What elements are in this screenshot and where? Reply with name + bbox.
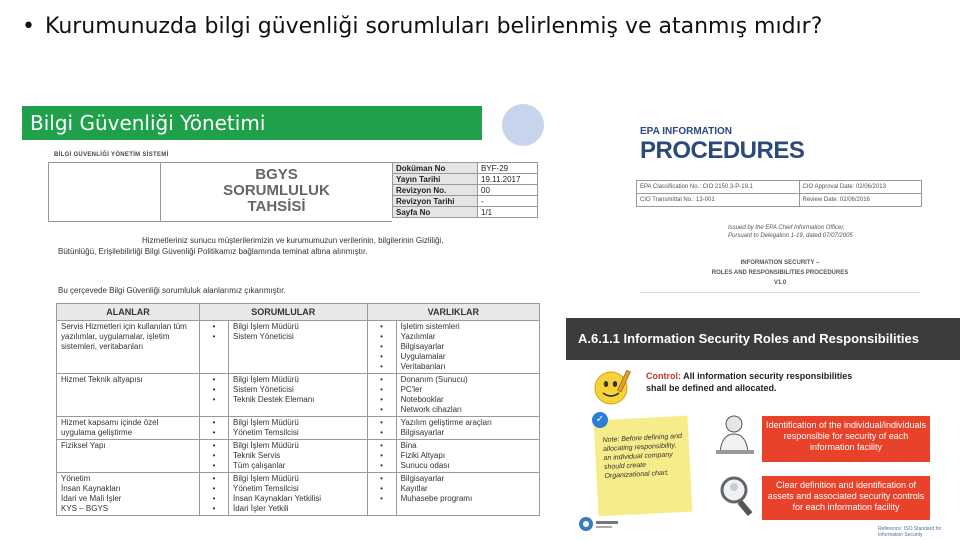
- asset-item: Uygulamalar: [400, 352, 446, 361]
- owner-item: Teknik Destek Elemanı: [233, 395, 315, 404]
- asset-bullets: • • •: [367, 473, 396, 516]
- meta-row: [393, 174, 538, 185]
- owner-bullets: • • • •: [200, 473, 229, 516]
- doc-meta-table: [392, 162, 538, 218]
- col-header-areas: ALANLAR: [57, 304, 200, 321]
- epa-issued-text: Issued by the EPA Chief Information Officer, Pursuant to Delegation 1-19, dated 07/07/2005: [728, 225, 853, 239]
- epa-meta-cell: Review Date: 02/06/2016: [799, 194, 921, 207]
- asset-item: Bilgisayarlar: [400, 474, 445, 483]
- asset-item: Kayıtlar: [400, 484, 428, 493]
- owner-item: Yönetim Temsilcisi: [233, 428, 299, 437]
- section-banner: Bilgi Güvenliği Yönetimi: [22, 106, 482, 140]
- owner-bullets: • •: [200, 321, 229, 374]
- owner-item: Yönetim Temsilcisi: [233, 484, 299, 493]
- area-cell: Yönetim İnsan Kaynakları İdari ve Mali İşler KYS – BGYS: [57, 473, 200, 516]
- col-header-owners: SORUMLULAR: [200, 304, 368, 321]
- asset-item: İşletim sistemleri: [400, 322, 460, 331]
- owner-cell: [229, 321, 368, 374]
- asset-bullets: • • • • •: [367, 321, 396, 374]
- owner-item: Teknik Servis: [233, 451, 281, 460]
- para1-line1: Hizmetleriniz sunucu müşterilerimizin ve kurumumuzun verilerinin, bilgilerinin Gizliliği,: [142, 236, 444, 245]
- asset-item: Veritabanları: [400, 362, 446, 371]
- asset-item: PC'ler: [400, 385, 423, 394]
- asset-cell: [396, 473, 539, 516]
- owner-bullets: • • •: [200, 440, 229, 473]
- table-header-row: [57, 304, 540, 321]
- doc-system-name: BİLGİ GÜVENLİĞİ YÖNETİM SİSTEMİ: [54, 152, 169, 158]
- asset-item: Muhasebe programı: [400, 494, 473, 503]
- owner-item: Sistem Yöneticisi: [233, 332, 294, 341]
- area-cell: Hizmet Teknik altyapısı: [57, 374, 200, 417]
- meta-row: [393, 185, 538, 196]
- meta-key: Revizyon No.: [393, 185, 478, 196]
- slide-title: [22, 14, 822, 39]
- doc-paragraph-1: [58, 235, 542, 257]
- epa-logo-line2: PROCEDURES: [640, 137, 805, 164]
- meta-value: 00: [478, 185, 538, 196]
- owner-item: Sistem Yöneticisi: [233, 385, 294, 394]
- table-body: [57, 321, 540, 516]
- epa-doc-title: [700, 258, 860, 288]
- decorative-circle: [502, 104, 544, 146]
- meta-value: 19.11.2017: [478, 174, 538, 185]
- asset-item: Donanım (Sunucu): [400, 375, 468, 384]
- epa-doc-title-line1: INFORMATION SECURITY –: [740, 260, 820, 266]
- doc-paragraph-2: Bu çerçevede Bilgi Güvenliği sorumluluk alanlarımız çıkarımıştır.: [58, 286, 286, 295]
- iso-control-text: [646, 370, 852, 394]
- area-cell: Fiziksel Yapı: [57, 440, 200, 473]
- doc-title-line: BGYS: [255, 166, 298, 183]
- asset-item: Fiziki Altyapı: [400, 451, 446, 460]
- epa-meta-cell: EPA Classification No.: CIO 2150.3-P-19.1: [637, 181, 800, 194]
- doc-title-block: [160, 162, 392, 222]
- table-row: [57, 374, 540, 417]
- epa-meta-row: [637, 181, 922, 194]
- footer-reference-link[interactable]: Reference: ISO Standard for Information Security: [878, 526, 942, 538]
- para1-line2: Bütünlüğü, Erişilebilirliği Bilgi Güvenliği Politikamız bağlamında teminat altına alınmıştır.: [58, 247, 368, 256]
- epa-meta-cell: CIO Transmittal No.: 13-001: [637, 194, 800, 207]
- owner-cell: [229, 374, 368, 417]
- responsibility-table: [56, 303, 540, 516]
- asset-cell: [396, 440, 539, 473]
- note-card: [594, 416, 693, 517]
- meta-row: [393, 207, 538, 218]
- epa-meta-table: [636, 180, 922, 207]
- doc-title-line: SORUMLULUK: [223, 182, 330, 199]
- owner-cell: [229, 440, 368, 473]
- asset-item: Bilgisayarlar: [400, 342, 445, 351]
- control-text-line2: shall be defined and allocated.: [646, 383, 777, 393]
- owner-bullets: • • •: [200, 374, 229, 417]
- asset-definition-box: Clear definition and identification of assets and associated security controls for each information facility: [762, 476, 930, 520]
- asset-bullets: • • • •: [367, 374, 396, 417]
- identification-box: Identification of the individual/individuals responsible for security of each information facility: [762, 416, 930, 462]
- epa-logo-line1: EPA INFORMATION: [640, 126, 733, 137]
- meta-value: BYF-29: [478, 163, 538, 174]
- area-cell: Hizmet kapsamı içinde özel uygulama geliştirme: [57, 417, 200, 440]
- meta-row: [393, 196, 538, 207]
- doc-logo-area: [48, 162, 160, 222]
- table-row: [57, 473, 540, 516]
- meta-key: Doküman No: [393, 163, 478, 174]
- owner-item: Bilgi İşlem Müdürü: [233, 375, 299, 384]
- owner-item: İdari İşler Yetkili: [233, 504, 289, 513]
- meta-value: 1/1: [478, 207, 538, 218]
- company-logo: [578, 514, 620, 539]
- meta-row: [393, 163, 538, 174]
- owner-cell: [229, 417, 368, 440]
- epa-doc-title-line2: ROLES AND RESPONSIBILITIES PROCEDURES: [711, 270, 849, 276]
- meta-value: -: [478, 196, 538, 207]
- table-row: [57, 321, 540, 374]
- area-cell: Servis Hizmetleri için kullanılan tüm yazılımlar, uygulamalar, işletim sistemleri, veritabanları: [57, 321, 200, 374]
- owner-item: İnsan Kaynakları Yetkilisi: [233, 494, 322, 503]
- check-icon: ✓: [592, 412, 608, 428]
- asset-item: Bina: [400, 441, 417, 450]
- asset-item: Yazılım geliştirme araçları: [400, 418, 493, 427]
- control-text-line1: All information security responsibilities: [683, 371, 853, 381]
- epa-meta-cell: CIO Approval Date: 02/06/2013: [799, 181, 921, 194]
- asset-cell: [396, 417, 539, 440]
- person-at-desk-icon: [712, 412, 758, 465]
- iso-header: A.6.1.1 Information Security Roles and Responsibilities: [566, 318, 960, 360]
- magnifier-person-icon: [716, 472, 760, 523]
- doc-title-line: TAHSİSİ: [247, 198, 306, 215]
- title-bullet: •: [22, 14, 35, 39]
- epa-logo: [640, 126, 804, 165]
- table-row: [57, 417, 540, 440]
- owner-item: Tüm çalışanlar: [233, 461, 286, 470]
- owner-item: Bilgi İşlem Müdürü: [233, 474, 299, 483]
- asset-item: Network cihazları: [400, 405, 462, 414]
- asset-item: Sunucu odası: [400, 461, 450, 470]
- owner-bullets: • •: [200, 417, 229, 440]
- table-row: [57, 440, 540, 473]
- asset-cell: [396, 374, 539, 417]
- owner-item: Bilgi İşlem Müdürü: [233, 418, 299, 427]
- control-label: Control:: [646, 371, 681, 381]
- asset-cell: [396, 321, 539, 374]
- asset-bullets: • •: [367, 417, 396, 440]
- title-text: Kurumunuzda bilgi güvenliği sorumluları belirlenmiş ve atanmış mıdır?: [44, 14, 823, 39]
- epa-meta-row: [637, 194, 922, 207]
- meta-key: Yayın Tarihi: [393, 174, 478, 185]
- owner-item: Bilgi İşlem Müdürü: [233, 441, 299, 450]
- smiley-pencil-icon: [592, 366, 634, 413]
- meta-key: Revizyon Tarihi: [393, 196, 478, 207]
- asset-item: Yazılımlar: [400, 332, 436, 341]
- epa-divider: [640, 292, 920, 293]
- meta-key: Sayfa No: [393, 207, 478, 218]
- owner-cell: [229, 473, 368, 516]
- note-text: Note: Before defining and allocating responsibility, an individual company should create Organizational chart.: [602, 432, 683, 481]
- asset-item: Bilgisayarlar: [400, 428, 445, 437]
- asset-bullets: • • •: [367, 440, 396, 473]
- epa-version: V1.0: [773, 280, 787, 286]
- col-header-assets: VARLIKLAR: [367, 304, 539, 321]
- owner-item: Bilgi İşlem Müdürü: [233, 322, 299, 331]
- asset-item: Notebooklar: [400, 395, 444, 404]
